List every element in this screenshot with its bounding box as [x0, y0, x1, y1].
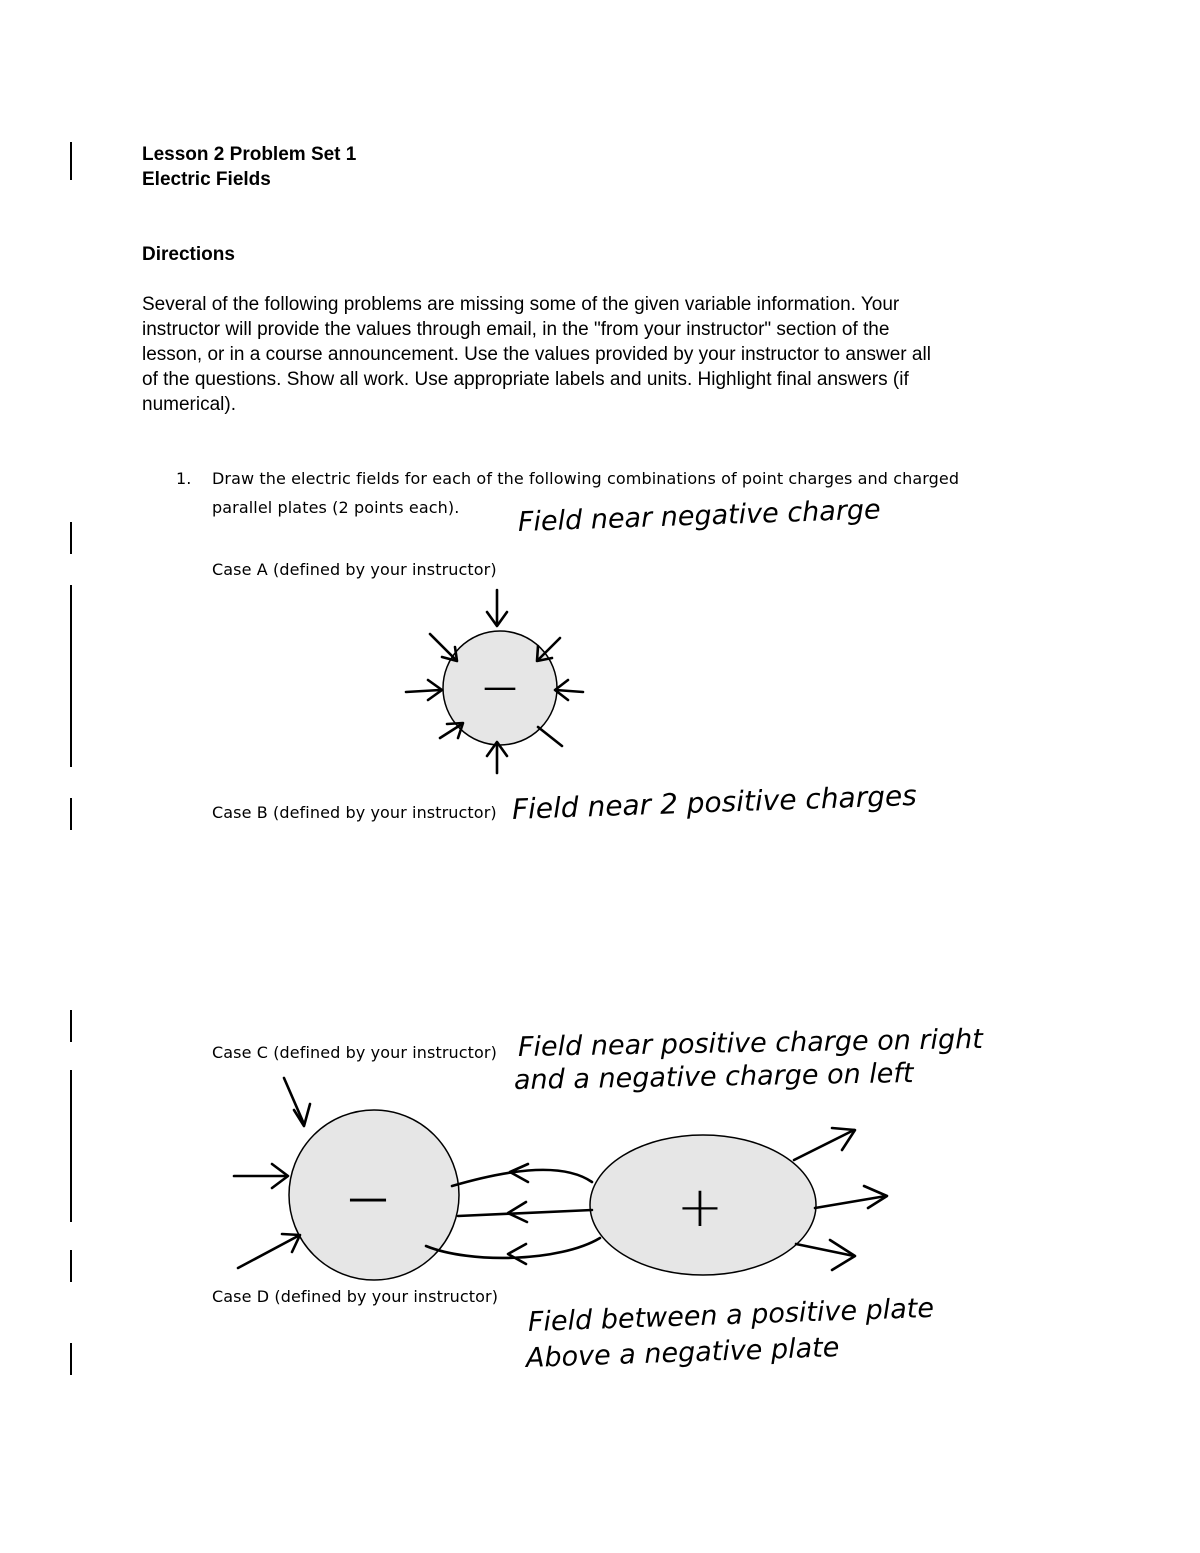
document-title: Lesson 2 Problem Set 1: [142, 144, 357, 165]
question-text: parallel plates (2 points each).: [212, 498, 460, 517]
arrow-icon: [794, 1128, 855, 1160]
case-a-label: Case A (defined by your instructor): [212, 560, 497, 579]
arrow-icon: [538, 727, 562, 746]
arrow-icon: [796, 1240, 855, 1270]
handwritten-note-case-a: Field near negative charge: [517, 494, 882, 538]
handwritten-note-case-d: Field between a positive plate: [527, 1292, 935, 1338]
arrow-icon: [555, 680, 583, 700]
arrow-icon: [487, 742, 507, 773]
directions-line: lesson, or in a course announcement. Use the values provided by your instructor to answer all: [142, 344, 931, 365]
arrow-icon: [487, 590, 507, 626]
handwritten-note-case-d: Above a negative plate: [525, 1332, 840, 1374]
field-line: [458, 1202, 592, 1222]
positive-sign: +: [676, 1175, 724, 1240]
case-a-diagram: [406, 590, 583, 773]
field-line: [452, 1164, 592, 1186]
directions-line: instructor will provide the values through email, in the "from your instructor" section of the: [142, 319, 890, 340]
handwritten-note-case-c: Field near positive charge on right: [517, 1023, 984, 1063]
directions-line: numerical).: [142, 394, 236, 415]
question-number: 1.: [176, 469, 192, 488]
case-c-diagram: [234, 1078, 887, 1280]
arrow-icon: [815, 1186, 887, 1208]
arrow-icon: [284, 1078, 310, 1126]
case-b-label: Case B (defined by your instructor): [212, 803, 497, 822]
handwritten-note-case-b: Field near 2 positive charges: [511, 778, 918, 826]
document-subtitle: Electric Fields: [142, 169, 271, 190]
directions-line: Several of the following problems are missing some of the given variable information. Your: [142, 294, 900, 315]
arrow-icon: [406, 680, 442, 700]
field-line: [426, 1238, 600, 1264]
directions-heading: Directions: [142, 244, 235, 265]
arrow-icon: [440, 723, 463, 738]
case-d-label: Case D (defined by your instructor): [212, 1287, 499, 1306]
question-text: Draw the electric fields for each of the following combinations of point charges and charged: [212, 469, 960, 488]
negative-sign: —: [483, 667, 517, 707]
handwritten-note-case-c: and a negative charge on left: [513, 1058, 914, 1096]
arrow-icon: [234, 1164, 288, 1188]
arrow-icon: [238, 1234, 300, 1268]
arrow-icon: [430, 634, 457, 661]
case-c-label: Case C (defined by your instructor): [212, 1043, 497, 1062]
negative-sign: —: [348, 1175, 388, 1221]
directions-line: of the questions. Show all work. Use appropriate labels and units. Highlight final answers (if: [142, 369, 909, 390]
